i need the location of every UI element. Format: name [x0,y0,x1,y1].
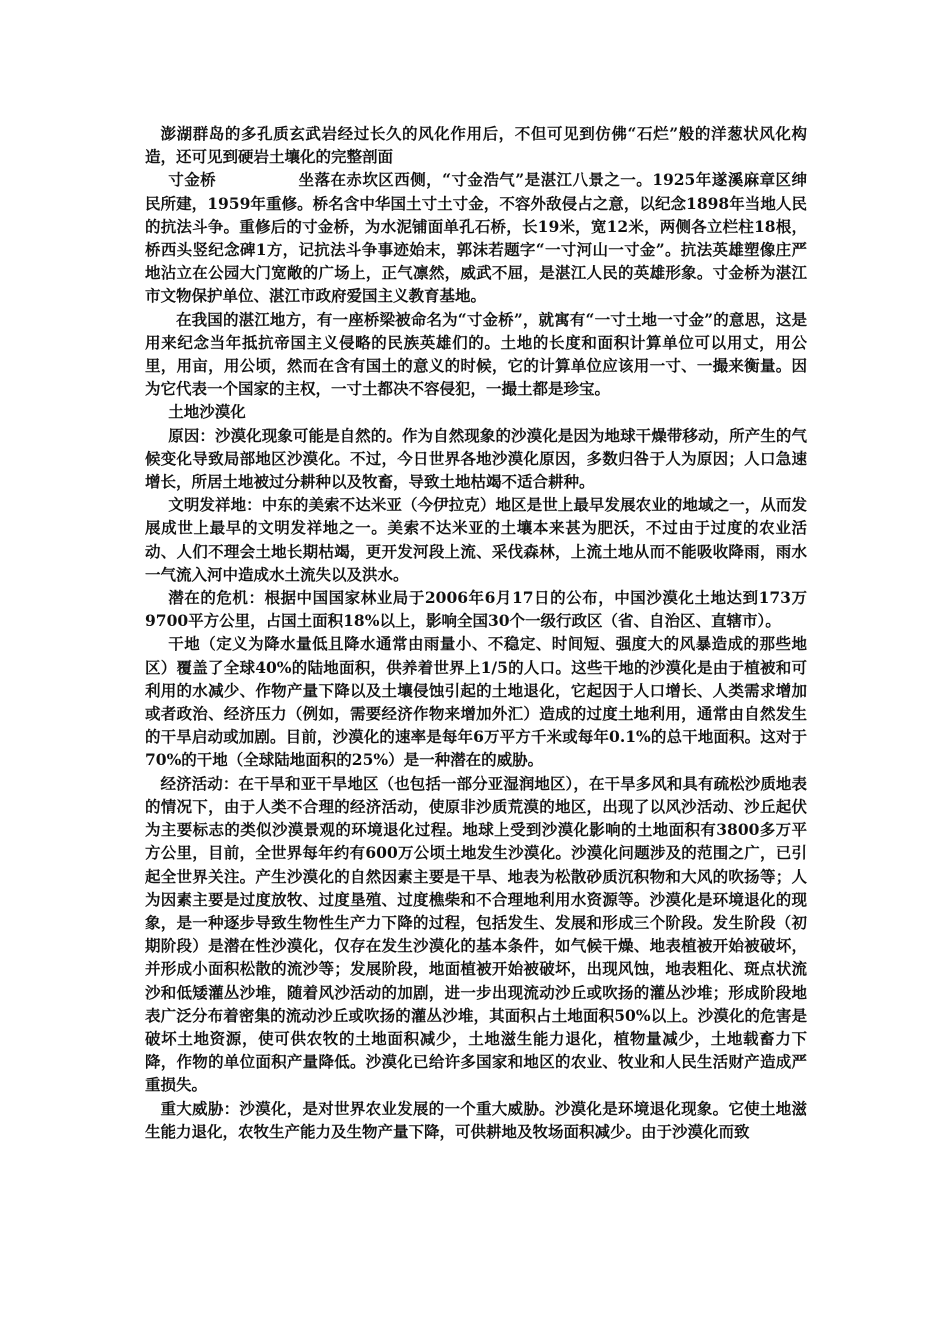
cunjin-bridge-text: 坐落在赤坎区西侧，“寸金浩气”是湛江八景之一。1925年遂溪麻章区绅民所建，1959年重修。桥名含中华国土寸土寸金，不容外敌侵占之意，以纪念1898年当地人民的抗法斗争。重修后的寸金桥，为水泥铺面单孔石桥，长19米，宽12米，两侧各立栏柱18根，桥西头竖纪念碑1方，记抗法斗争事迹始末，郭沫若题字“一寸河山一寸金”。抗法英雄塑像庄严地沾立在公园大门宽敞的广场上，正气凛然，威武不屈，是湛江人民的英雄形象。寸金桥为湛江市文物保护单位、湛江市政府爱国主义教育基地。 [145,170,807,306]
paragraph-cunjin-bridge [145,168,807,307]
paragraph-cause: 原因：沙漠化现象可能是自然的。作为自然现象的沙漠化是因为地球干燥带移动，所产生的气候变化导致局部地区沙漠化。不过，今日世界各地沙漠化原因，多数归咎于人为原因；人口急速增长，所居土地被过分耕种以及牧畜，导致土地枯竭不适合耕种。 [145,425,807,492]
paragraph-civilization: 文明发祥地：中东的美索不达米亚（今伊拉克）地区是世上最早发展农业的地域之一，从而发展成世上最早的文明发祥地之一。美索不达米亚的土壤本来甚为肥沃，不过由于过度的农业活动、人们不理会土地长期枯竭，更开发河段上流、采伐森林，上流土地从而不能吸收降雨，雨水一气流入河中造成水土流失以及洪水。 [145,495,807,584]
paragraph-penghu: 澎湖群岛的多孔质玄武岩经过长久的风化作用后，不但可见到仿佛“石烂”般的洋葱状风化构造，还可见到硬岩土壤化的完整剖面 [145,124,807,167]
paragraph-economic-activity: 经济活动：在干旱和亚干旱地区（也包括一部分亚湿润地区），在干旱多风和具有疏松沙质地表的情况下，由于人类不合理的经济活动，使原非沙质荒漠的地区，出现了以风沙活动、沙丘起伏为主要标志的类似沙漠景观的环境退化过程。地球上受到沙漠化影响的土地面积有3800多万平方公里，目前，全世界每年约有600万公顷土地发生沙漠化。沙漠化问题涉及的范围之广，已引起全世界关注。产生沙漠化的自然因素主要是干旱、地表为松散砂质沉积物和大风的吹扬等；人为因素主要是过度放牧、过度垦殖、过度樵柴和不合理地利用水资源等。沙漠化是环境退化的现象，是一种逐步导致生物性生产力下降的过程，包括发生、发展和形成三个阶段。发生阶段（初期阶段）是潜在性沙漠化，仅存在发生沙漠化的基本条件，如气候干燥、地表植被开始被破坏，并形成小面积松散的流沙等；发展阶段，地面植被开始被破坏，出现风蚀，地表粗化、斑点状流沙和低矮灌丛沙堆，随着风沙活动的加剧，进一步出现流动沙丘或吹扬的灌丛沙堆；形成阶段地表广泛分布着密集的流动沙丘或吹扬的灌丛沙堆，其面积占土地面积50%以上。沙漠化的危害是破坏土地资源，使可供农牧的土地面积减少，土地滋生能力退化，植物量减少，土地载畜力下降，作物的单位面积产量降低。沙漠化已给许多国家和地区的农业、牧业和人民生活财产造成严重损失。 [145,773,807,1095]
cunjin-bridge-title: 寸金桥 [168,170,217,190]
paragraph-drylands: 干地（定义为降水量低且降水通常由雨量小、不稳定、时间短、强度大的风暴造成的那些地区）覆盖了全球40%的陆地面积，供养着世界上1/5的人口。这些干地的沙漠化是由于植被和可利用的水减少、作物产量下降以及土壤侵蚀引起的土地退化，它起因于人口增长、人类需求增加或者政治、经济压力（例如，需要经济作物来增加外汇）造成的过度土地利用，通常由自然发生的干旱启动或加剧。目前，沙漠化的速率是每年6万平方千米或每年0.1%的总干地面积。这对于70%的干地（全球陆地面积的25%）是一种潜在的威胁。 [145,634,807,770]
section-heading-desertification: 土地沙漠化 [168,402,246,422]
paragraph-crisis: 潜在的危机：根据中国国家林业局于2006年6月17日的公布，中国沙漠化土地达到173万9700平方公里，占国土面积18%以上，影响全国30个一级行政区（省、自治区、直辖市）。 [145,588,807,631]
document-page [145,122,807,1143]
paragraph-cunjin-meaning: 在我国的湛江地方，有一座桥梁被命名为“寸金桥”，就寓有“一寸土地一寸金”的意思，这是用来纪念当年抵抗帝国主义侵略的民族英雄们的。土地的长度和面积计算单位可以用丈，用公里，用亩，用公顷，然而在含有国土的意义的时候，它的计算单位应该用一寸、一撮来衡量。因为它代表一个国家的主权，一寸土都决不容侵犯，一撮土都是珍宝。 [145,309,807,399]
paragraph-major-threat: 重大威胁：沙漠化，是对世界农业发展的一个重大威胁。沙漠化是环境退化现象。它使土地滋生能力退化，农牧生产能力及生物产量下降，可供耕地及牧场面积减少。由于沙漠化而致 [145,1098,807,1141]
